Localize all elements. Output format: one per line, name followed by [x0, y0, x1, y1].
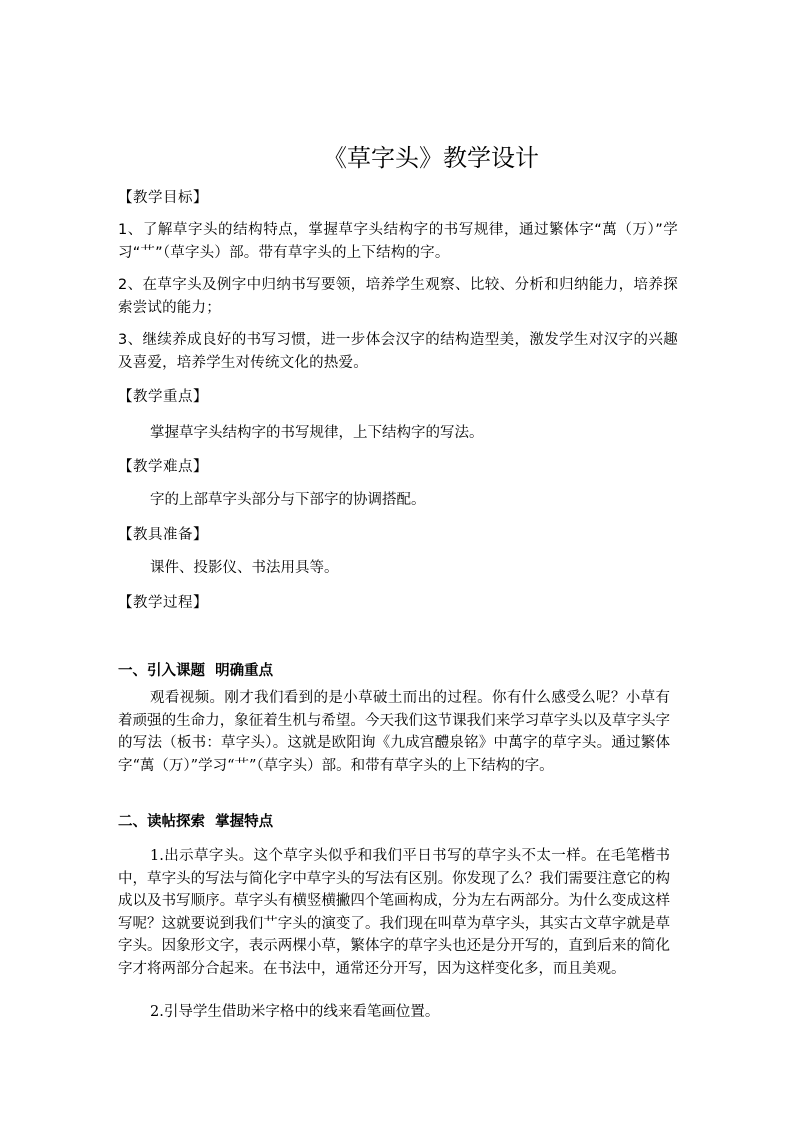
- objective-3: 3、继续养成良好的书写习惯，进一步体会汉字的结构造型美，激发学生对汉字的兴趣及喜爱，培养学生对传统文化的热爱。: [118, 332, 678, 371]
- difficulty-text: 字的上部草字头部分与下部字的协调搭配。: [150, 492, 426, 508]
- part2-text-2: 2.引导学生借助米字格中的线来看笔画位置。: [150, 1004, 440, 1020]
- difficulty-heading: 【教学难点】: [118, 459, 208, 475]
- part2-text-1: 1.出示草字头。这个草字头似乎和我们平日书写的草字头不太一样。在毛笔楷书中，草字头的写法与简化字中草字头的写法有区别。你发现了么？我们需要注意它的构成以及书写顺序。草字头有横竖横撇四个笔画构成，分为左右两部分。为什么变成这样写呢？这就要说到我们艹字头的演变了。我们现在叫草为草字头，其实古文草字就是草字头。因象形文字，表示两棵小草，繁体字的草字头也还是分开写的，直到后来的简化字才将两部分合起来。在书法中，通常还分开写，因为这样变化多，而且美观。: [118, 848, 670, 977]
- key-heading: 【教学重点】: [118, 389, 208, 405]
- tools-heading: 【教具准备】: [118, 527, 208, 543]
- tools-text: 课件、投影仪、书法用具等。: [150, 560, 339, 576]
- key-text: 掌握草字头结构字的书写规律，上下结构字的写法。: [150, 425, 484, 441]
- part1-text: 观看视频。刚才我们看到的是小草破土而出的过程。你有什么感受么呢？小草有着顽强的生命力，象征着生机与希望。今天我们这节课我们来学习草字头以及草字头字的写法（板书：草字头）。这就是欧阳询《九成宫醴泉铭》中萬字的草字头。通过繁体字“萬（万）”学习“艹”（草字头）部。和带有草字头的上下结构的字。: [118, 690, 670, 774]
- process-heading: 【教学过程】: [118, 595, 208, 611]
- document-title: 《草字头》教学设计: [323, 144, 539, 172]
- objective-2: 2、在草字头及例字中归纳书写要领，培养学生观察、比较、分析和归纳能力，培养探索尝试的能力；: [118, 277, 678, 316]
- objectives-heading: 【教学目标】: [118, 190, 208, 206]
- objective-1: 1、了解草字头的结构特点，掌握草字头结构字的书写规律，通过繁体字“萬（万）”学习“艹”（草字头）部。带有草字头的上下结构的字。: [118, 222, 678, 261]
- part1-heading: 一、引入课题 明确重点: [118, 663, 274, 679]
- part2-heading: 二、读帖探索 掌握特点: [118, 814, 274, 830]
